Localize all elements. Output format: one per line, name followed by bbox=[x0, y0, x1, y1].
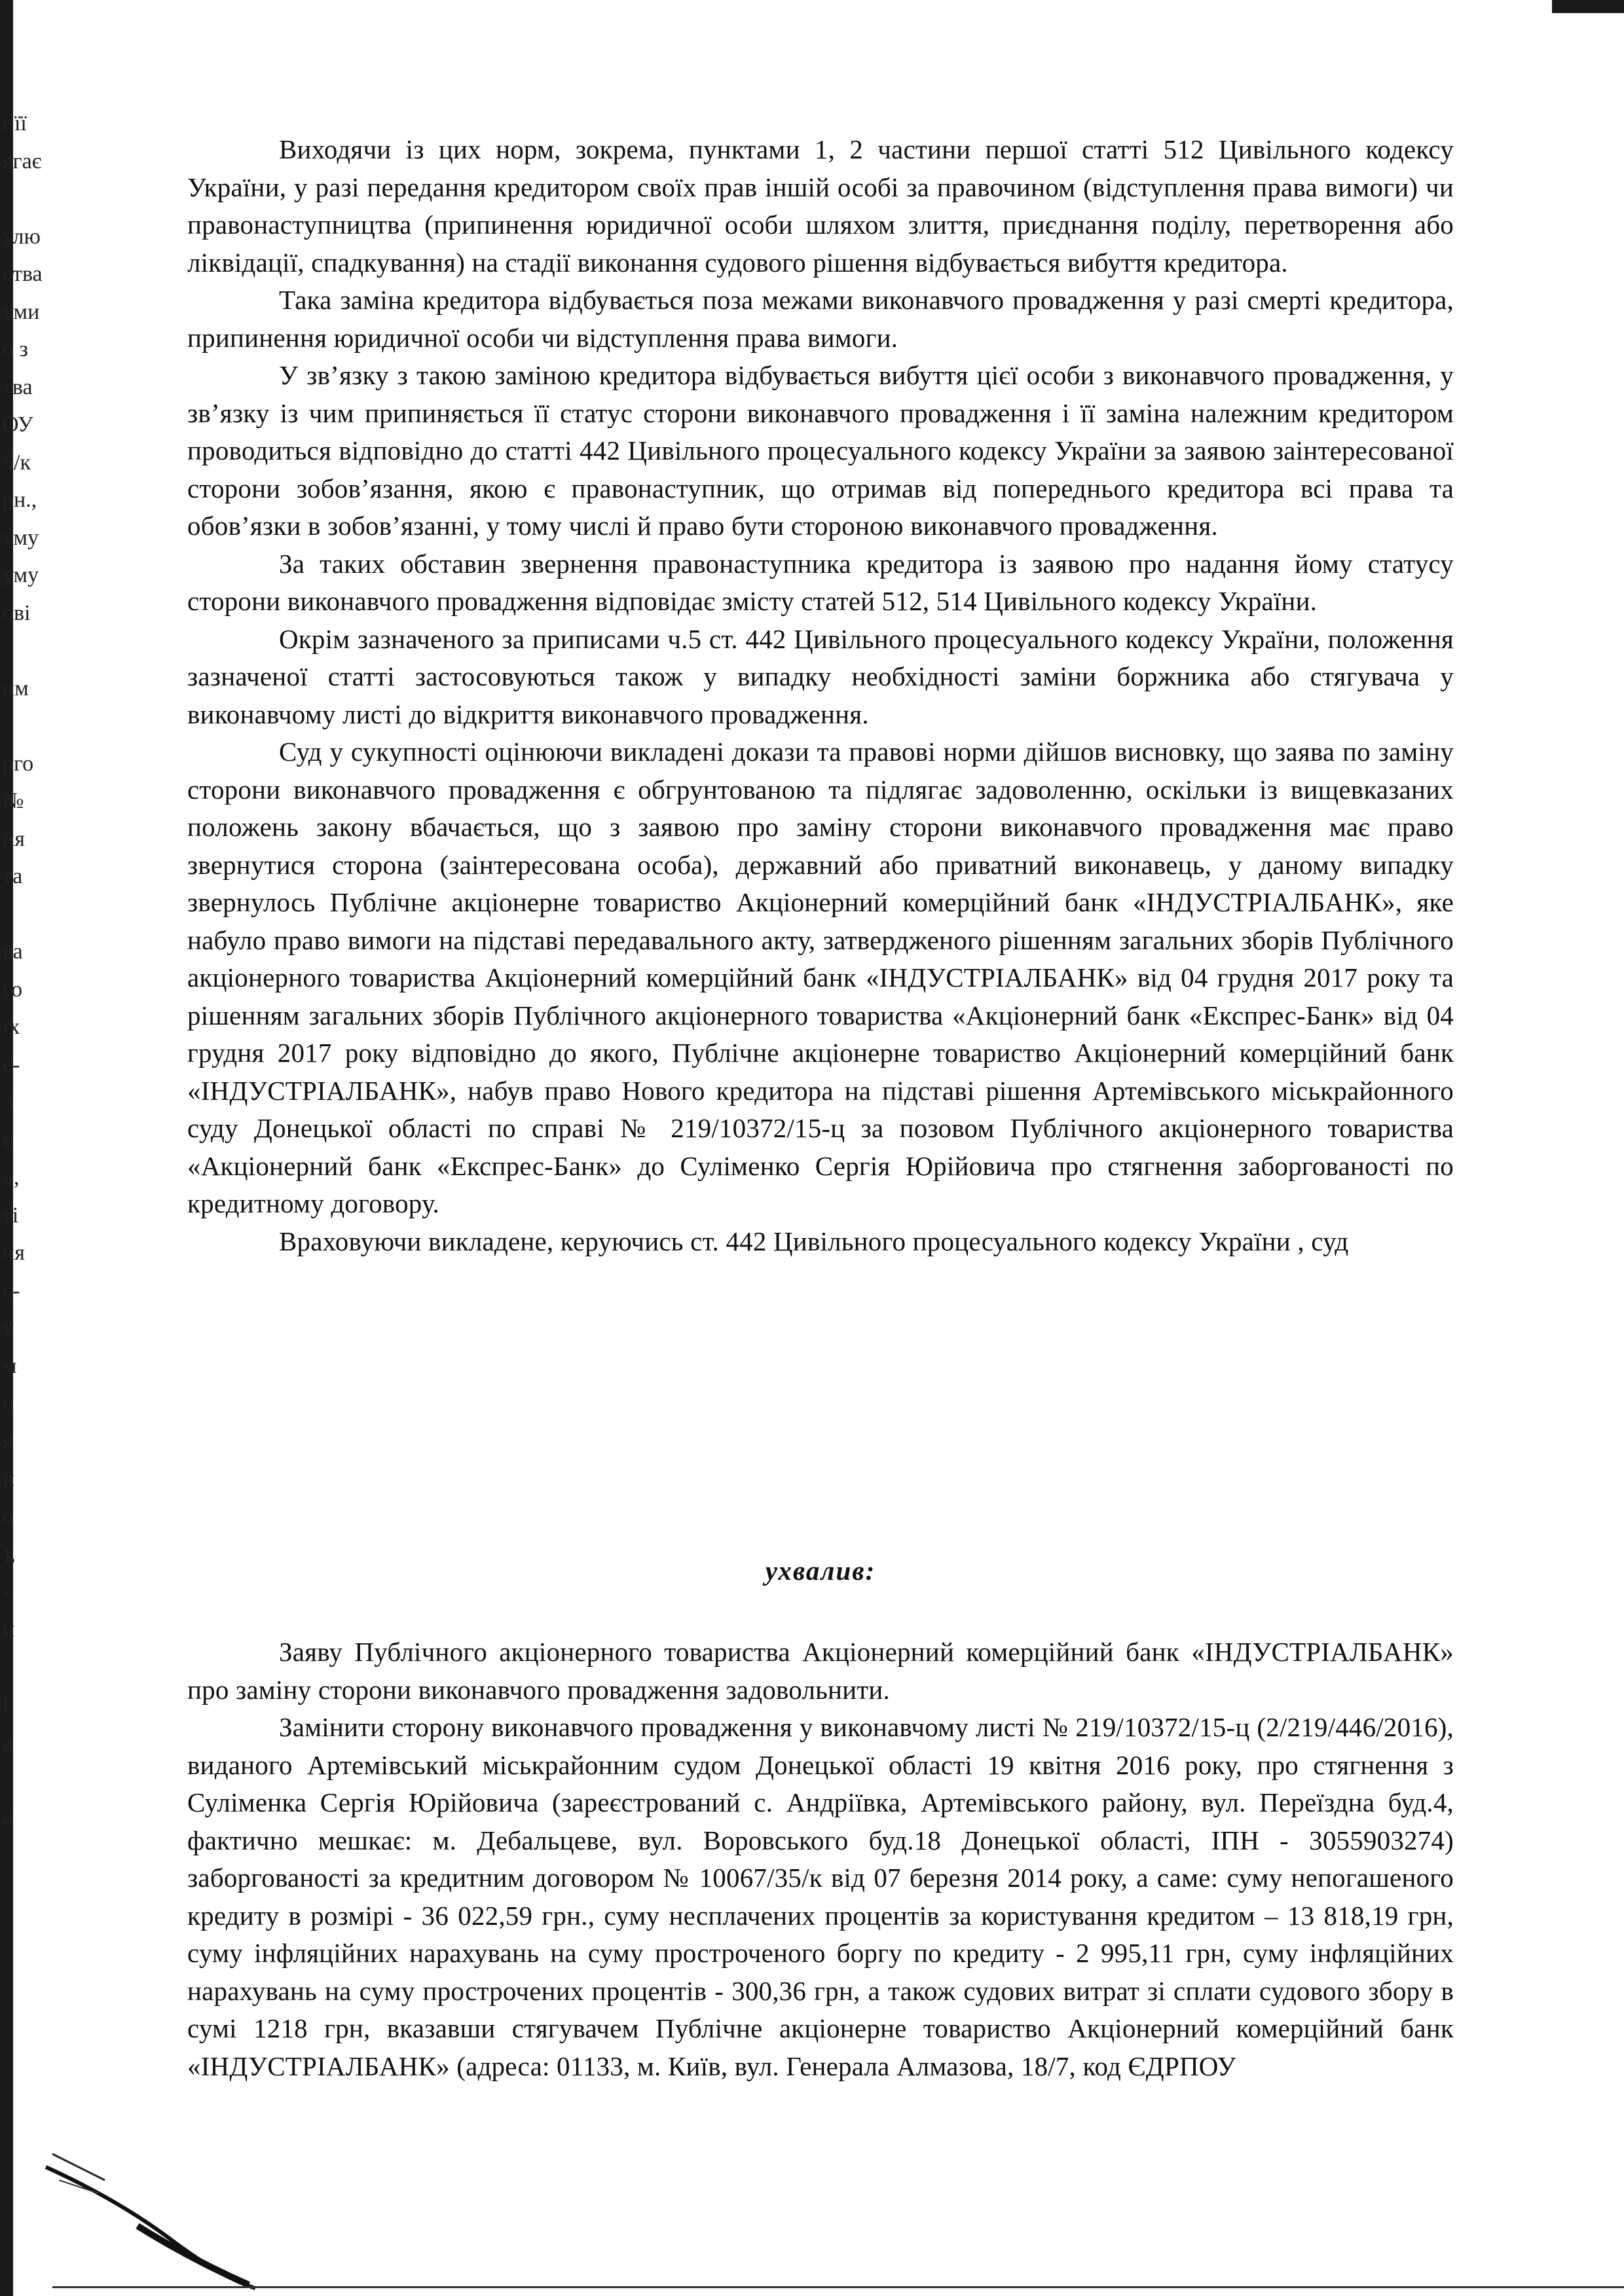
margin-fragment: с- bbox=[3, 1278, 20, 1303]
margin-fragment: уму bbox=[3, 525, 39, 550]
margin-fragment: № bbox=[3, 789, 24, 813]
margin-fragment: ові bbox=[3, 600, 31, 625]
margin-fragment bbox=[0, 896, 72, 934]
margin-fragment bbox=[0, 1987, 72, 2025]
margin-fragment: с- bbox=[3, 1052, 20, 1077]
margin-fragment: им bbox=[3, 676, 29, 701]
margin-fragment: ), bbox=[3, 1542, 16, 1566]
margin-fragment: рн., bbox=[3, 488, 37, 512]
paragraph: У зв’язку з такою заміною кредитора відбувається вибуття цієї особи з виконавчого провадження, у зв’язку із чим припиняється її статус сторони виконавчого провадження і її заміна належним кредитором проводиться відповідно до статті 442 Цивільного процесуального кодексу України за заявою заінтересованої сторони зобов’язання, якою є правонаступник, що отримав від попереднього кредитора всі права та обов’язки в зобов’язанні, у тому числі й право бути стороною виконавчого провадження. bbox=[187, 360, 1454, 541]
decision-title: ухвалив: bbox=[765, 1556, 876, 1586]
margin-fragment bbox=[0, 2025, 72, 2063]
margin-fragment: тва bbox=[3, 374, 33, 399]
margin-fragment: уму bbox=[3, 563, 39, 587]
paragraph: Враховуючи викладене, керуючись ст. 442 Цивільного процесуального кодексу України , суд bbox=[279, 1226, 1349, 1256]
margin-fragment: й bbox=[3, 1467, 15, 1491]
margin-fragment: і її bbox=[3, 111, 27, 136]
scan-bottom-line bbox=[52, 2286, 1624, 2288]
margin-fragment: ягає bbox=[3, 149, 42, 173]
margin-fragment: ОУ bbox=[3, 412, 33, 437]
margin-fragment bbox=[0, 1950, 72, 1988]
margin-fragment bbox=[0, 180, 72, 218]
margin-fragment bbox=[0, 1836, 72, 1874]
margin-fragment: я bbox=[3, 1429, 13, 1453]
margin-fragment bbox=[0, 1761, 72, 1799]
margin-fragment bbox=[0, 1874, 72, 1912]
margin-fragment: ня bbox=[3, 1241, 25, 1265]
paragraph: За таких обставин звернення правонаступника кредитора із заявою про надання йому статусу сторони виконавчого провадження відповідає змісту статей 512, 514 Цивільного кодексу України. bbox=[187, 548, 1454, 616]
margin-fragment: і bbox=[3, 1692, 9, 1717]
margin-fragment bbox=[0, 632, 72, 670]
margin-fragment: рго bbox=[3, 751, 34, 776]
margin-fragment: го bbox=[3, 977, 23, 1002]
margin-fragment: - bbox=[3, 1579, 10, 1604]
paragraph: Суд у сукупності оцінюючи викладені докази та правові норми дійшов висновку, що заява по заміну сторони виконавчого провадження є обгрунтованою та підлягає задоволенню, оскільки із вищевказаних положень закону вбачається, що з заявою про заміну сторони виконавчого провадження має право звернутися сторона (заінтересована особа), державний або приватний виконавець, у даному випадку звернулось Публічне акціонерне товариство Акціонерний комерційний банк «ІНДУСТРІАЛБАНК», яке набуло право вимоги на підставі передавального акту, затвердженого рішенням загальних зборів Публічного акціонерного товариства Акціонерний комерційний банк «ІНДУСТРІАЛБАНК» від 04 грудня 2017 року та рішенням загальних зборів Публічного акціонерного товариства «Акціонерний банк «Експрес-Банк» від 04 грудня 2017 року відповідно до якого, Публічне акціонерне товариство Акціонерний комерційний банк «ІНДУСТРІАЛБАНК», набув право Нового кредитора на підставі рішення Артемівського міськрайонного суду Донецької області по справі № 219/10372/15-ц за позовом Публічного акціонерного товариства «Акціонерний банк «Експрес-Банк» до Суліменко Сергія Юрійовича про стягнення заборгованості по кредитному договору. bbox=[187, 737, 1454, 1218]
margin-fragment: у bbox=[3, 1316, 14, 1340]
margin-fragment bbox=[0, 1649, 72, 1686]
margin-fragment: іх bbox=[3, 1015, 20, 1039]
margin-fragment bbox=[0, 707, 72, 745]
margin-fragment bbox=[0, 1912, 72, 1950]
margin-fragment: 3 bbox=[3, 1090, 14, 1114]
margin-fragment: уми bbox=[3, 299, 40, 324]
margin-fragment: 5/к bbox=[3, 450, 31, 475]
margin-fragment: м bbox=[3, 1353, 17, 1378]
margin-fragment: та bbox=[3, 864, 23, 888]
margin-fragment: а bbox=[3, 1805, 13, 1830]
paragraph: Виходячи із цих норм, зокрема, пунктами 1, 2 частини першої статті 512 Цивільного кодексу України, у разі передання кредитором своїх прав іншій особі за правочином (відступлення права вимоги) чи правонаступництва (припинення юридичної особи шляхом злиття, приєднання поділу, перетворення або ліквідації, спадкування) на стадії виконання судового рішення відбувається вибуття кредитора. bbox=[187, 134, 1454, 278]
margin-fragment: », bbox=[3, 1165, 20, 1190]
margin-fragment: о bbox=[3, 1391, 14, 1415]
margin-fragment: а bbox=[3, 1730, 13, 1755]
margin-fragment: о з bbox=[3, 337, 28, 361]
scan-scratch-mark bbox=[39, 2141, 262, 2291]
reasoning-section bbox=[187, 131, 1454, 1260]
paragraph: Заяву Публічного акціонерного товариства Акціонерний комерційний банк «ІНДУСТРІАЛБАНК» про заміну сторони виконавчого провадження задовольнити. bbox=[187, 1637, 1454, 1705]
previous-page-margin-fragments bbox=[0, 105, 72, 2062]
margin-fragment: ня bbox=[3, 826, 25, 851]
scan-corner-mark bbox=[1552, 0, 1624, 13]
margin-fragment: и bbox=[3, 1617, 15, 1641]
margin-fragment: улю bbox=[3, 224, 41, 249]
margin-fragment: ті bbox=[3, 1203, 19, 1228]
margin-fragment: о bbox=[3, 1504, 14, 1529]
paragraph: Замінити сторону виконавчого провадження у виконавчому листі № 219/10372/15-ц (2/219/446/2016), виданого Артемівський міськрайонним судом Донецької області 19 квітня 2016 року, про стягнення з Суліменка Сергія Юрійовича (зареєстрований с. Андріївка, Артемівського району, вул. Переїздна буд.4, фактично мешкає: м. Дебальцеве, вул. Воровського буд.18 Донецької області, ІПН - 3055903274) заборгованості за кредитним договором № 10067/35/к від 07 березня 2014 року, а саме: суму непогашеного кредиту в розмірі - 36 022,59 грн., суму несплачених процентів за користування кредитом – 13 818,19 грн, суму інфляційних нарахувань на суму простроченого боргу по кредиту - 2 995,11 грн, суму інфляційних нарахувань на суму прострочених процентів - 300,36 грн, а також судових витрат зі сплати судового збору в сумі 1218 грн, вказавши стягувачем Публічне акціонерне товариство Акціонерний комерційний банк «ІНДУСТРІАЛБАНК» (адреса: 01133, м. Київ, вул. Генерала Алмазова, 18/7, код ЄДРПОУ bbox=[187, 1712, 1454, 2081]
margin-fragment: ства bbox=[3, 262, 43, 286]
paragraph: Така заміна кредитора відбувається поза межами виконавчого провадження у разі смерті кредитора, припинення юридичної особи чи відступлення права вимоги. bbox=[187, 285, 1454, 353]
margin-fragment: є bbox=[3, 1127, 12, 1152]
decision-section bbox=[187, 1633, 1454, 2085]
margin-fragment: ва bbox=[3, 939, 23, 964]
paragraph: Окрім зазначеного за приписами ч.5 ст. 442 Цивільного процесуального кодексу України, положення зазначеної статті застосовуються також у випадку необхідності заміни боржника або стягувача у виконавчому листі до відкриття виконавчого провадження. bbox=[187, 623, 1454, 729]
